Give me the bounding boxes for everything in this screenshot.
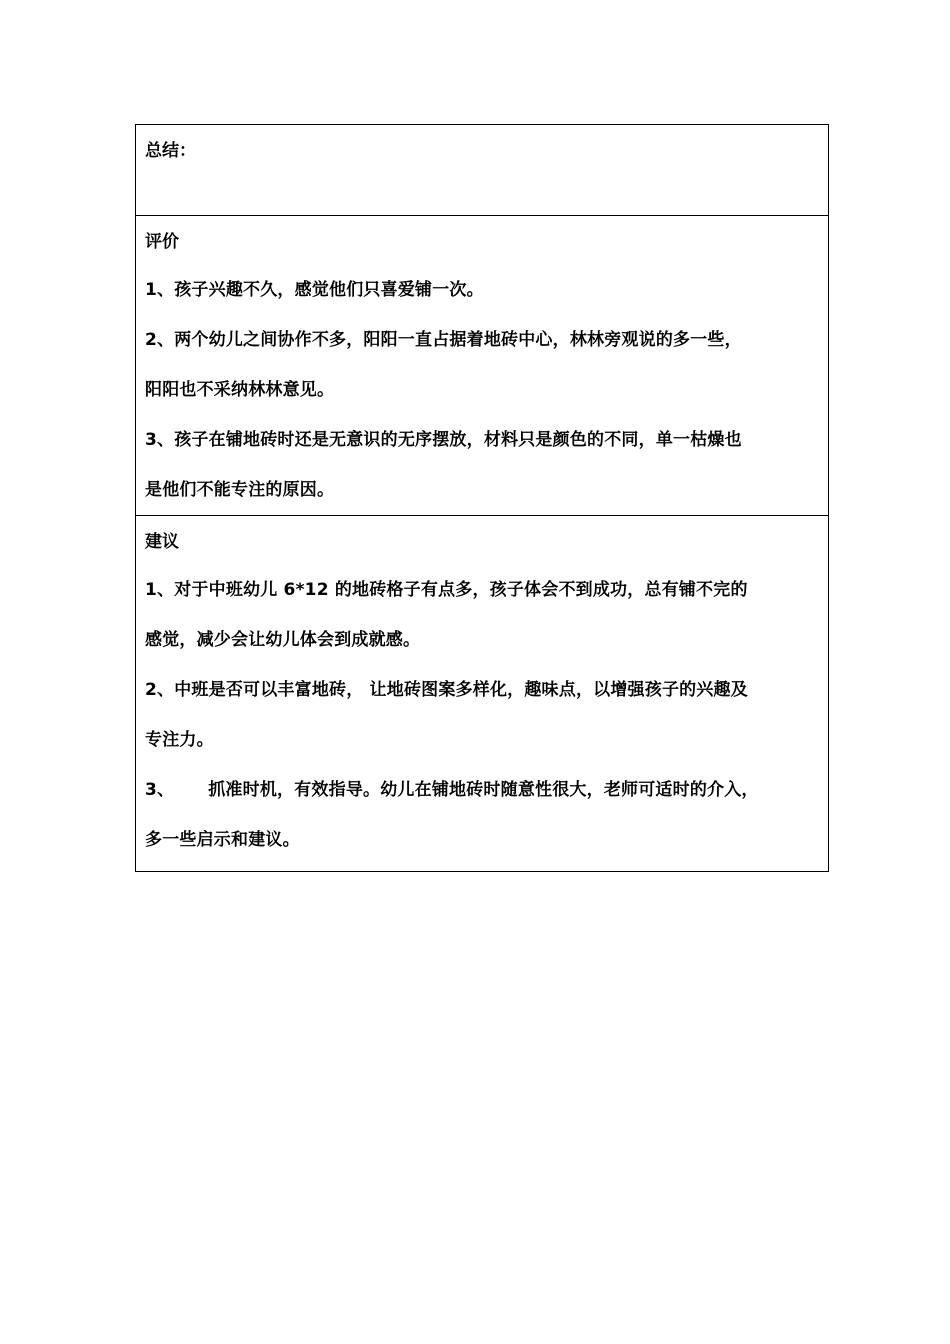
evaluation-heading: 评价 — [145, 232, 179, 252]
suggestion-item-3-number: 3、 — [145, 780, 175, 800]
suggestion-section — [136, 516, 828, 871]
suggestion-item-3-line-1 — [145, 765, 819, 815]
suggestion-item-3-text: 抓准时机，有效指导。幼儿在铺地砖时随意性很大，老师可适时的介入， — [208, 780, 759, 800]
summary-section — [136, 125, 828, 216]
suggestion-item-1-line-1: 1、对于中班幼儿 6*12 的地砖格子有点多，孩子体会不到成功，总有铺不完的 — [145, 580, 748, 600]
evaluation-item-1-line-1: 1、孩子兴趣不久，感觉他们只喜爱铺一次。 — [145, 280, 484, 300]
evaluation-section — [136, 216, 828, 516]
evaluation-item-2-line-1: 2、两个幼儿之间协作不多，阳阳一直占据着地砖中心，林林旁观说的多一些， — [145, 330, 742, 350]
summary-heading: 总结： — [145, 141, 196, 161]
evaluation-item-3-line-1: 3、孩子在铺地砖时还是无意识的无序摆放，材料只是颜色的不同，单一枯燥也 — [145, 430, 742, 450]
evaluation-item-2-line-2: 阳阳也不采纳林林意见。 — [145, 380, 335, 400]
evaluation-item-3-line-2: 是他们不能专注的原因。 — [145, 480, 335, 500]
suggestion-item-2-line-2: 专注力。 — [145, 730, 214, 750]
suggestion-item-2-line-1: 2、中班是否可以丰富地砖， 让地砖图案多样化，趣味点，以增强孩子的兴趣及 — [145, 680, 748, 700]
suggestion-item-1-line-2: 感觉，减少会让幼儿体会到成就感。 — [145, 630, 421, 650]
suggestion-heading: 建议 — [145, 532, 179, 552]
evaluation-table — [135, 124, 829, 872]
suggestion-item-3-line-2: 多一些启示和建议。 — [145, 830, 300, 850]
